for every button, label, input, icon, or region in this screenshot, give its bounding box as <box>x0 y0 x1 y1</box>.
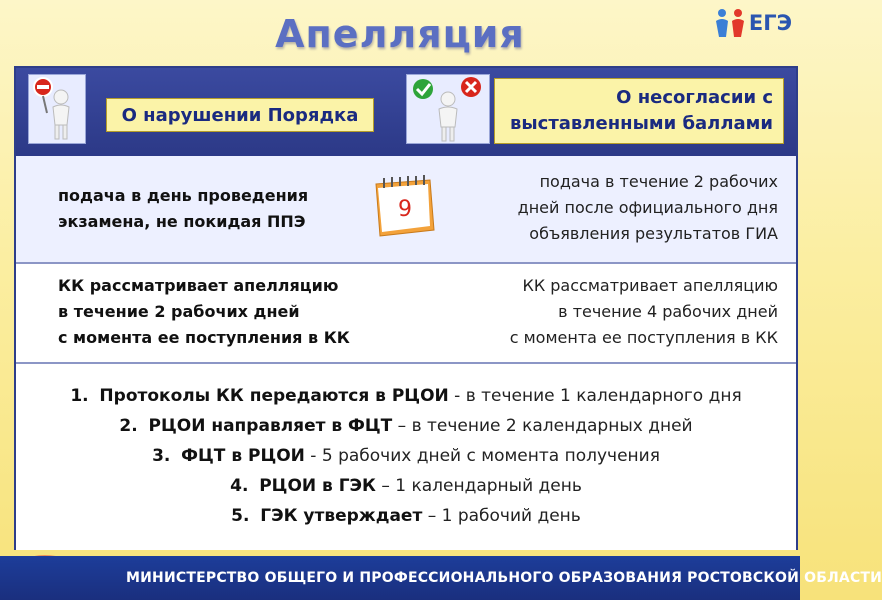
step-4-rest: – 1 календарный день <box>375 476 582 496</box>
step-item-5 <box>16 506 796 526</box>
step-5-rest: – 1 рабочий день <box>422 506 581 526</box>
row2-left-line-2: в течение 2 рабочих дней <box>58 302 300 321</box>
step-item-2 <box>16 416 796 436</box>
calendar-day: 9 <box>398 197 412 222</box>
step-1-num: 1. <box>70 386 89 406</box>
row2-left-line-1: КК рассматривает апелляцию <box>58 276 339 295</box>
review-row <box>16 264 796 364</box>
step-1-bold: Протоколы КК передаются в РЦОИ <box>99 386 449 406</box>
step-1-rest: - в течение 1 календарного дня <box>448 386 742 406</box>
ege-logo-icon <box>713 7 747 39</box>
main-panel <box>14 66 798 550</box>
header-bar <box>16 68 796 156</box>
submission-row <box>16 156 796 264</box>
header-left-label: О нарушении Порядка <box>106 98 374 132</box>
ege-logo <box>713 6 792 40</box>
step-5-num: 5. <box>231 506 250 526</box>
row1-right-line-3: объявления результатов ГИА <box>529 224 778 243</box>
stop-sign-person-icon <box>28 74 86 144</box>
header-right-line-1: О несогласии с <box>616 87 773 108</box>
row1-right-line-2: дней после официального дня <box>517 198 778 217</box>
ege-logo-text: ЕГЭ <box>748 11 792 35</box>
row2-right-line-2: в течение 4 рабочих дней <box>558 302 778 321</box>
calendar-icon <box>366 170 440 244</box>
step-2-num: 2. <box>119 416 138 436</box>
check-cross-person-icon <box>406 74 490 144</box>
step-3-num: 3. <box>152 446 171 466</box>
step-item-3 <box>16 446 796 466</box>
step-3-bold: ФЦТ в РЦОИ <box>181 446 305 466</box>
step-4-num: 4. <box>230 476 249 496</box>
step-3-rest: - 5 рабочих дней с момента получения <box>304 446 660 466</box>
step-4-bold: РЦОИ в ГЭК <box>259 476 376 496</box>
row2-right-line-1: КК рассматривает апелляцию <box>522 276 778 295</box>
row1-right-line-1: подача в течение 2 рабочих <box>539 172 778 191</box>
step-item-1 <box>16 386 796 406</box>
header-right-label <box>494 78 784 144</box>
row1-left-line-2: экзамена, не покидая ППЭ <box>58 212 306 231</box>
row2-left-line-3: с момента ее поступления в КК <box>58 328 350 347</box>
step-item-4 <box>16 476 796 496</box>
step-2-rest: – в течение 2 календарных дней <box>392 416 693 436</box>
header-right-line-2: выставленными баллами <box>510 113 773 134</box>
steps-section <box>16 364 796 550</box>
row2-right-line-3: с момента ее поступления в КК <box>509 328 778 347</box>
step-2-bold: РЦОИ направляет в ФЦТ <box>148 416 393 436</box>
row1-left-line-1: подача в день проведения <box>58 186 309 205</box>
page-title: Апелляция <box>275 12 525 56</box>
footer-text: МИНИСТЕРСТВО ОБЩЕГО И ПРОФЕССИОНАЛЬНОГО ОБРАЗОВАНИЯ РОСТОВСКОЙ ОБЛАСТИ <box>126 570 882 586</box>
step-5-bold: ГЭК утверждает <box>260 506 423 526</box>
